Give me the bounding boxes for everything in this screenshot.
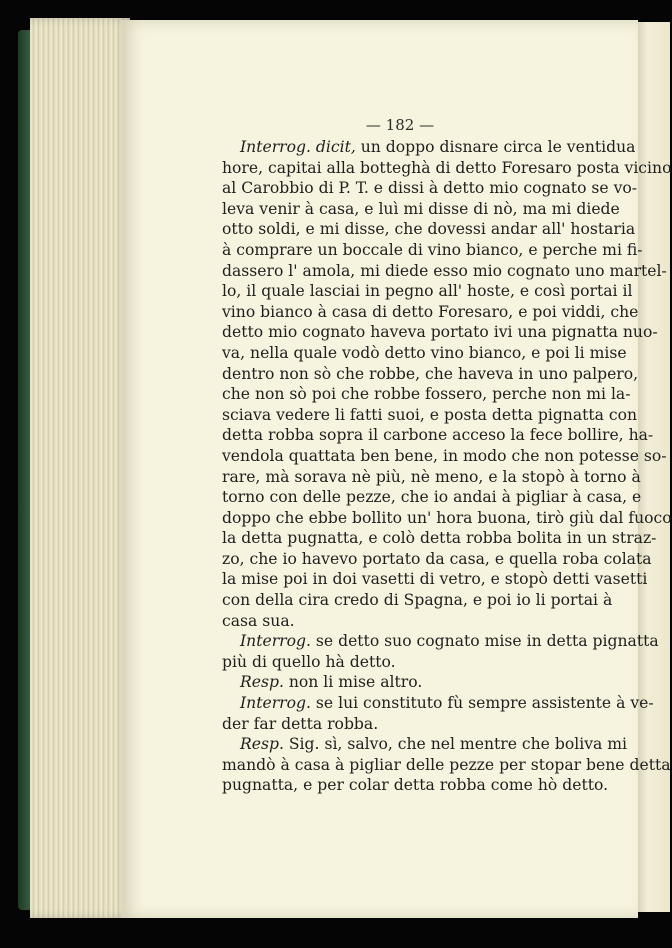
speaker-label: Interrog. <box>240 694 311 713</box>
text-line <box>222 158 672 179</box>
facing-page-edge <box>638 22 670 912</box>
line-text: dentro non sò che robbe, che haveva in uno palpero, <box>222 364 639 383</box>
text-line <box>222 549 652 570</box>
line-text: à comprare un boccale di vino bianco, e perche mi fi- <box>222 240 643 259</box>
line-text: va, nella quale vodò detto vino bianco, e poi li mise <box>222 343 627 362</box>
text-line <box>222 467 641 488</box>
text-line <box>222 775 609 796</box>
speaker-label: Resp. <box>240 735 284 754</box>
text-line <box>222 714 584 735</box>
speaker-label: Resp. <box>240 673 284 692</box>
line-text: mandò à casa à pigliar delle pezze per stopar bene detta <box>222 755 671 774</box>
text-line <box>222 199 620 220</box>
text-line <box>222 425 654 446</box>
text-line <box>222 672 584 693</box>
line-text: vino bianco à casa di detto Foresaro, e poi viddi, che <box>222 302 639 321</box>
line-text: vendola quattata ben bene, in modo che non potesse so- <box>222 446 667 465</box>
line-text: leva venir à casa, e luì mi disse di nò, ma mi diede <box>222 199 620 218</box>
text-line <box>222 261 667 282</box>
line-text: der far detta robba. <box>222 714 379 733</box>
text-line <box>222 693 654 714</box>
text-line <box>222 384 631 405</box>
line-text: otto soldi, e mi disse, che dovessi andar all' hostaria <box>222 220 636 239</box>
line-text: torno con delle pezze, che io andai à pigliar à casa, e <box>222 488 642 507</box>
line-text: un doppo disnare circa le ventidua <box>355 138 636 156</box>
text-line <box>222 652 584 673</box>
text-line <box>222 734 628 755</box>
text-line <box>222 631 659 652</box>
line-text: detto mio cognato haveva portato ivi una pignatta nuo- <box>222 323 658 342</box>
text-line <box>222 302 639 323</box>
text-line <box>222 755 671 776</box>
text-line <box>222 405 638 426</box>
line-text: zo, che io havevo portato da casa, e quella roba colata <box>222 549 652 568</box>
line-text: se lui constituto fù sempre assistente à ve- <box>310 694 654 713</box>
text-line <box>222 178 638 199</box>
page-number: — 182 — <box>365 116 435 134</box>
line-text: la mise poi in doi vasetti di vetro, e stopò detti vasetti <box>222 570 648 589</box>
text-line <box>222 219 636 240</box>
text-line <box>222 611 584 632</box>
page-stack-edge <box>30 18 130 918</box>
line-text: al Carobbio di P. T. e dissi à detto mio cognato se vo- <box>222 179 638 198</box>
text-line <box>222 446 667 467</box>
text-line <box>222 137 636 158</box>
text-line <box>222 322 658 343</box>
line-text: doppo che ebbe bollito un' hora buona, tirò giù dal fuoco <box>222 508 672 527</box>
text-line <box>222 281 633 302</box>
line-text: sciava vedere li fatti suoi, e posta detta pignatta con <box>222 405 638 424</box>
text-line <box>222 364 639 385</box>
text-line <box>222 528 657 549</box>
text-line <box>222 343 627 364</box>
line-text: pugnatta, e per colar detta robba come hò detto. <box>222 776 609 795</box>
line-text: detta robba sopra il carbone acceso la fece bollire, ha- <box>222 426 654 445</box>
page-text <box>222 137 672 796</box>
line-text: hore, capitai alla botteghà di detto Foresaro posta vicino <box>222 158 672 177</box>
line-text: se detto suo cognato mise in detta pignatta <box>310 632 659 651</box>
line-text: lo, il quale lasciai in pegno all' hoste, e così portai il <box>222 282 633 301</box>
line-text: con della cira credo di Spagna, e poi io li portai à <box>222 591 613 610</box>
text-line <box>222 569 648 590</box>
speaker-label: Interrog. <box>240 632 311 651</box>
line-text: che non sò poi che robbe fossero, perche non mi la- <box>222 385 631 404</box>
line-text: casa sua. <box>222 611 295 630</box>
speaker-label: Interrog. dicit, <box>240 138 356 156</box>
line-text: la detta pugnatta, e colò detta robba bolita in un straz- <box>222 529 657 548</box>
text-line <box>222 590 613 611</box>
line-text: Sig. sì, salvo, che nel mentre che boliva mi <box>283 735 628 754</box>
text-line <box>222 487 642 508</box>
line-text: non li mise altro. <box>283 673 423 692</box>
line-text: rare, mà sorava nè più, nè meno, e la stopò à torno à <box>222 467 641 486</box>
line-text: dassero l' amola, mi diede esso mio cognato uno martel- <box>222 261 667 280</box>
text-line <box>222 240 643 261</box>
line-text: più di quello hà detto. <box>222 652 396 671</box>
text-line <box>222 508 672 529</box>
